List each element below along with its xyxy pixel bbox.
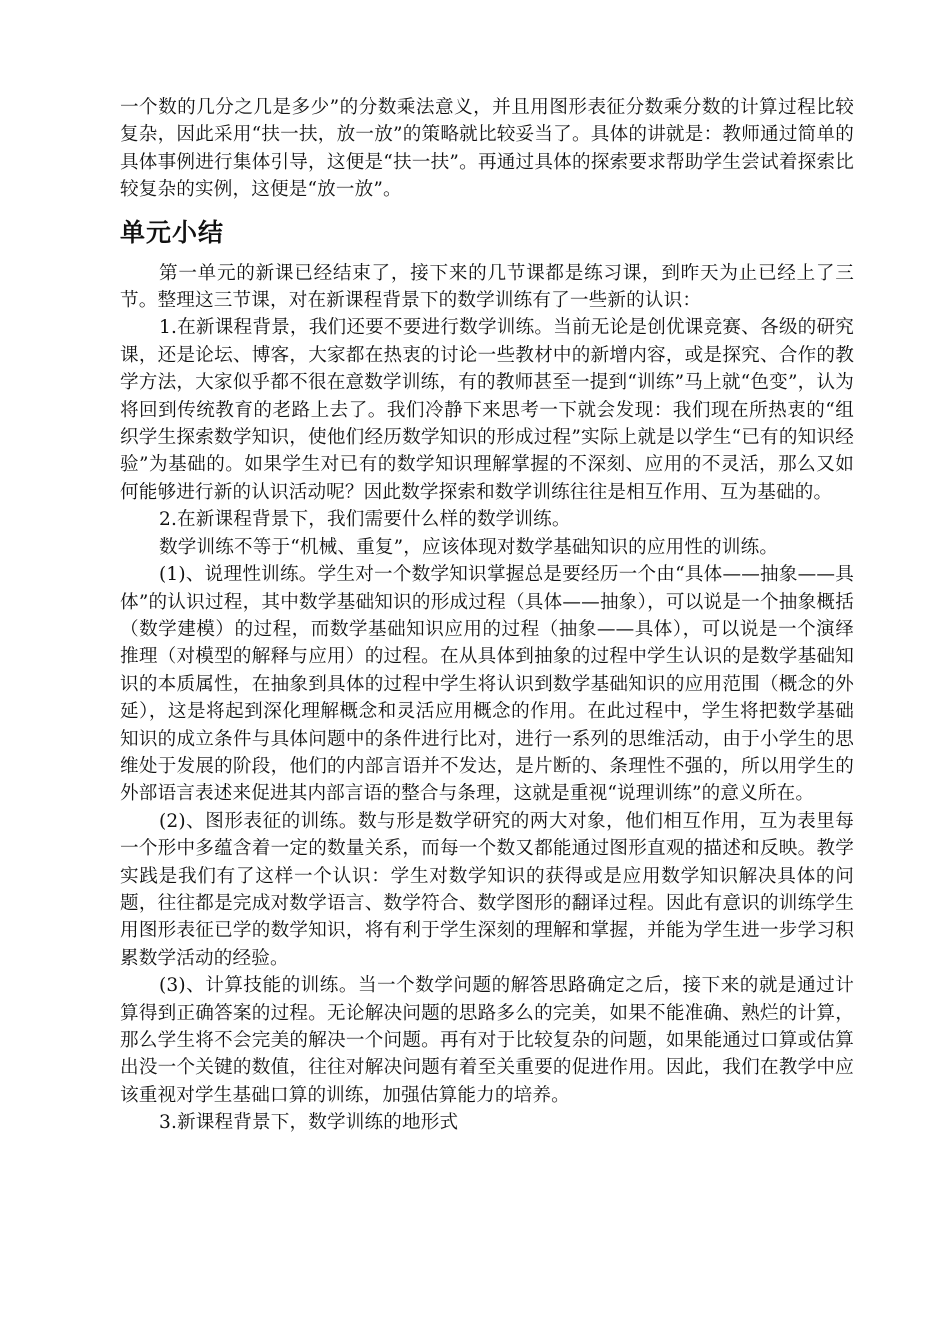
paragraph-reasoning-training: (1)、说理性训练。学生对一个数学知识掌握总是要经历一个由“具体——抽象——具体”的认识过程，其中数学基础知识的形成过程（具体——抽象），可以说是一个抽象概括（数学建模）的过程，而数学基础知识应用的过程（抽象——具体），可以说是一个演绎推理（对模型的解释与应用）的过程。在从具体到抽象的过程中学生认识的是数学基础知识的本质属性，在抽象到具体的过程中学生将认识到数学基础知识的应用范围（概念的外延），这是将起到深化理解概念和灵活应用概念的作用。在此过程中，学生将把数学基础知识的成立条件与具体问题中的条件进行比对，进行一系列的思维活动，由于小学生的思维处于发展的阶段，他们的内部言语并不发达，是片断的、条理性不强的，所以用学生的外部语言表述来促进其内部言语的整合与条理，这就是重视“说理训练”的意义所在。 bbox=[120, 564, 854, 805]
paragraph-point-1: 1.在新课程背景，我们还要不要进行数学训练。当前无论是创优课竞赛、各级的研究课，还是论坛、博客，大家都在热衷的讨论一些教材中的新增内容，或是探究、合作的教学方法，大家似乎都不很在意数学训练，有的教师甚至一提到“训练”马上就“色变”，认为将回到传统教育的老路上去了。我们冷静下来思考一下就会发现：我们现在所热衷的“组织学生探索数学知识，使他们经历数学知识的形成过程”实际上就是以学生“已有的知识经验”为基础的。如果学生对已有的数学知识理解掌握的不深刻、应用的不灵活，那么又如何能够进行新的认识活动呢？因此数学探索和数学训练往往是相互作用、互为基础的。 bbox=[120, 317, 854, 503]
paragraph-overview: 第一单元的新课已经结束了，接下来的几节课都是练习课，到昨天为止已经上了三节。整理这三节课，对在新课程背景下的数学训练有了一些新的认识： bbox=[120, 262, 854, 312]
section-heading: 单元小结 bbox=[120, 217, 225, 247]
paragraph-graphic-training: (2)、图形表征的训练。数与形是数学研究的两大对象，他们相互作用，互为表里每一个形中多蕴含着一定的数量关系，而每一个数又都能通过图形直观的描述和反映。教学实践是我们有了这样一个认识：学生对数学知识的获得或是应用数学知识解决具体的问题，往往都是完成对数学语言、数学符合、数学图形的翻译过程。因此有意识的训练学生用图形表征已学的数学知识，将有利于学生深刻的理解和掌握，并能为学生进一步学习积累数学活动的经验。 bbox=[120, 810, 854, 969]
paragraph-point-2: 2.在新课程背景下，我们需要什么样的数学训练。 bbox=[159, 509, 571, 531]
paragraph-point-3: 3.新课程背景下，数学训练的地形式 bbox=[159, 1112, 459, 1134]
paragraph-computation-training: (3)、计算技能的训练。当一个数学问题的解答思路确定之后，接下来的就是通过计算得到正确答案的过程。无论解决问题的思路多么的完美，如果不能准确、熟烂的计算，那么学生将不会完美的解决一个问题。再有对于比较复杂的问题，如果能通过口算或估算出没一个关键的数值，往往对解决问题有着至关重要的促进作用。因此，我们在教学中应该重视对学生基础口算的训练，加强估算能力的培养。 bbox=[120, 975, 854, 1106]
intro-paragraph: 一个数的几分之几是多少”的分数乘法意义，并且用图形表征分数乘分数的计算过程比较复杂，因此采用“扶一扶，放一放”的策略就比较妥当了。具体的讲就是：教师通过简单的具体事例进行集体引导，这便是“扶一扶”。再通过具体的探索要求帮助学生尝试着探索比较复杂的实例，这便是“放一放”。 bbox=[120, 97, 854, 201]
paragraph-training-principle: 数学训练不等于“机械、重复”，应该体现对数学基础知识的应用性的训练。 bbox=[159, 536, 779, 558]
